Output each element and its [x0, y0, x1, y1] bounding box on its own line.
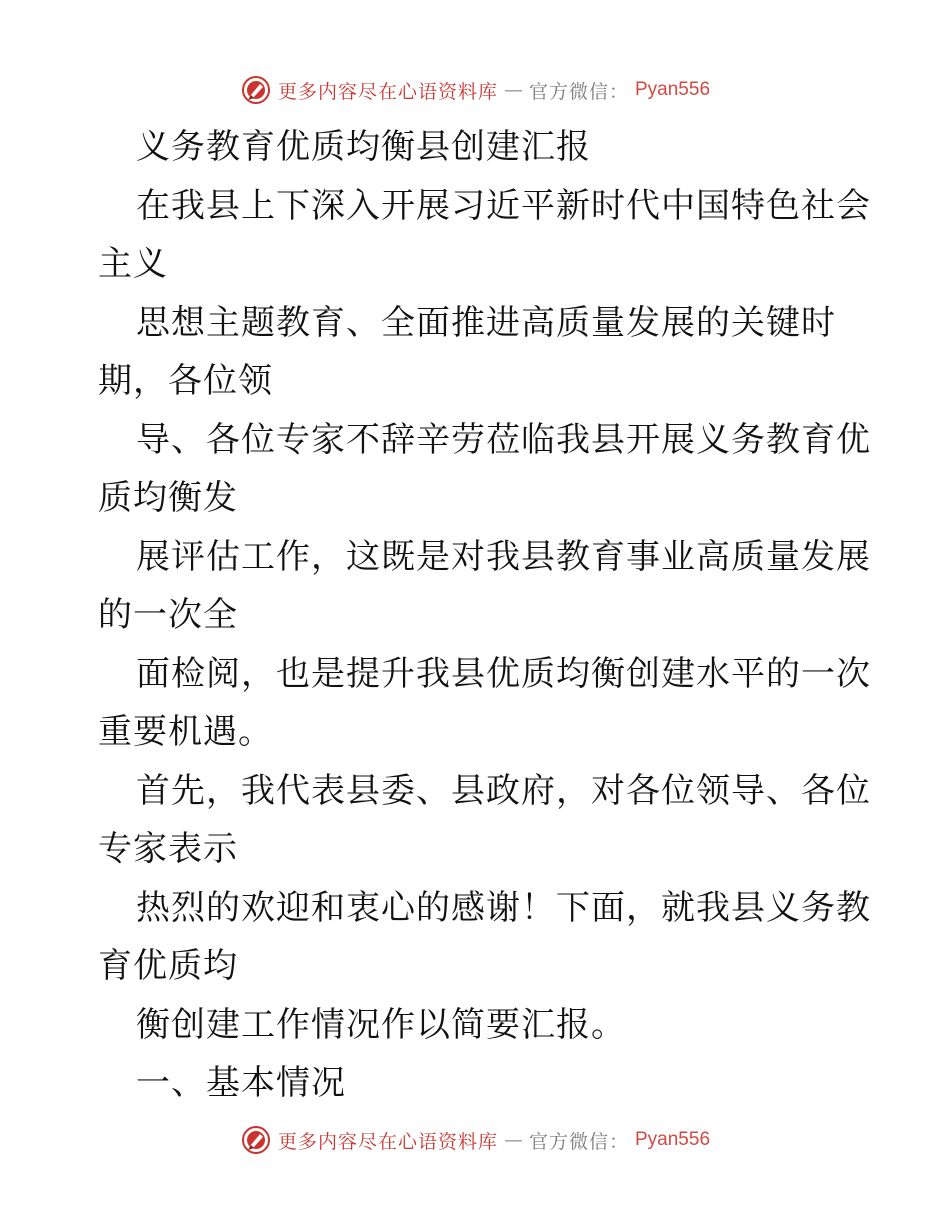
paragraph-line: 衡创建工作情况作以简要汇报。: [136, 1004, 626, 1045]
paragraph-line: 展评估工作，这既是对我县教育事业高质量发展: [136, 536, 871, 577]
paragraph-line: 期，各位领: [98, 361, 273, 401]
paragraph-line: 首先，我代表县委、县政府，对各位领导、各位: [136, 770, 871, 811]
paragraph-line: 的一次全: [98, 595, 238, 635]
footer-watermark-banner: [0, 1120, 950, 1160]
wechat-label: 官方微信：: [528, 1130, 629, 1153]
document-title: 义务教育优质均衡县创建汇报: [136, 127, 591, 167]
promo-separator: —: [503, 1129, 523, 1151]
header-watermark-banner: [0, 70, 950, 110]
paragraph-line: 专家表示: [98, 829, 238, 869]
paragraph-line: 思想主题教育、全面推进高质量发展的关键时: [136, 302, 836, 343]
promo-separator: —: [503, 79, 523, 101]
paragraph-line: 重要机遇。: [98, 712, 273, 752]
paragraph-line: 热烈的欢迎和衷心的感谢！下面，就我县义务教: [136, 887, 871, 928]
paragraph-line: 面检阅，也是提升我县优质均衡创建水平的一次: [136, 653, 871, 694]
paragraph-line: 育优质均: [98, 946, 238, 986]
document-body: [98, 118, 871, 1113]
promo-text: 更多内容尽在心语资料库: [277, 80, 498, 103]
promo-text: 更多内容尽在心语资料库: [277, 1130, 498, 1153]
paragraph-line: 导、各位专家不辞辛劳莅临我县开展义务教育优: [136, 419, 871, 460]
pen-nib-logo-icon: [240, 1124, 272, 1156]
wechat-label: 官方微信：: [528, 80, 629, 103]
wechat-id: Pyan556: [635, 79, 711, 100]
wechat-id: Pyan556: [635, 1129, 711, 1150]
section-heading: 一、基本情况: [136, 1063, 346, 1103]
paragraph-line: 主义: [98, 244, 168, 284]
paragraph-line: 质均衡发: [98, 478, 238, 518]
paragraph-line: 在我县上下深入开展习近平新时代中国特色社会: [136, 185, 871, 226]
pen-nib-logo-icon: [240, 74, 272, 106]
